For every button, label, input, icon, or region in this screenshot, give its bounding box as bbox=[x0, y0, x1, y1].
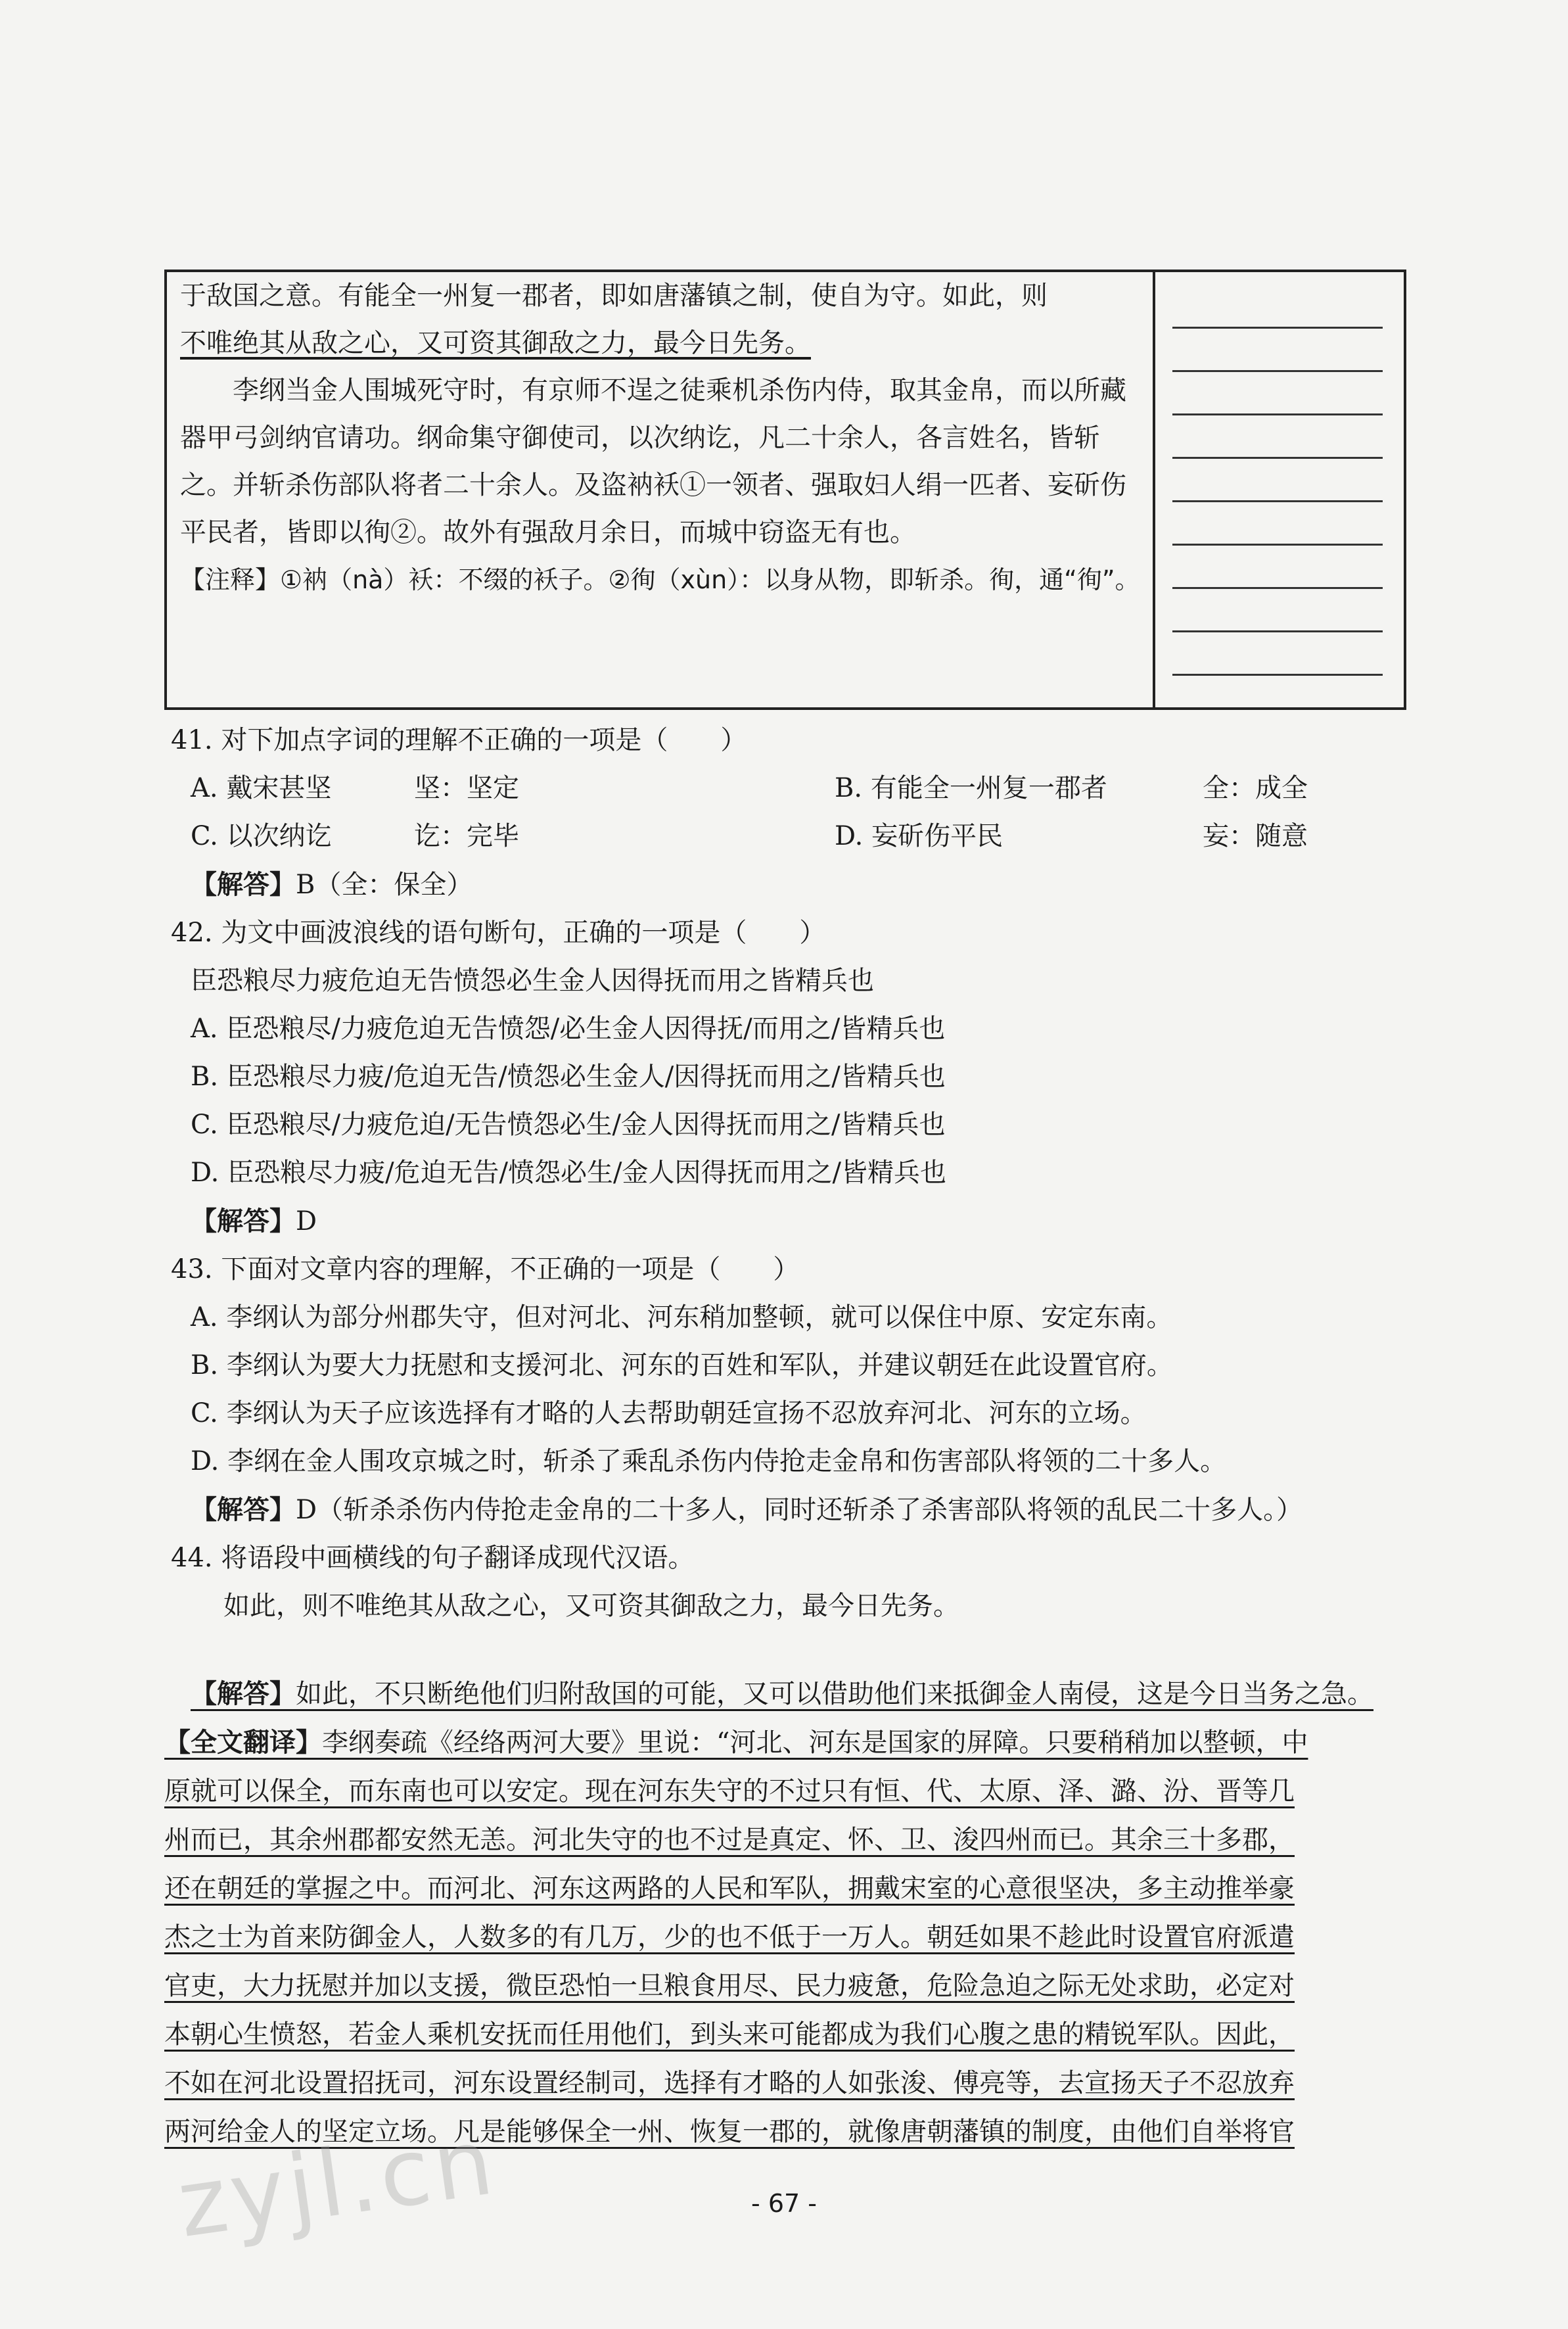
translation-line-3: 州而已，其余州郡都安然无恙。河北失守的也不过是真定、怀、卫、浚四州而已。其余三十多郡， bbox=[164, 1825, 1295, 1855]
q42-sentence: 臣恐粮尽力疲危迫无告愤怨必生金人因得抚而用之皆精兵也 bbox=[191, 966, 874, 996]
answer-tag: 【解答】 bbox=[191, 869, 296, 900]
q44-stem: 44. 将语段中画横线的句子翻译成现代汉语。 bbox=[171, 1543, 695, 1573]
q42-answer bbox=[164, 1197, 1413, 1246]
box-divider bbox=[1153, 272, 1155, 707]
passage-note: 【注释】①衲（nà）袄：不缀的袄子。②徇（xùn）：以身从物，即斩杀。徇，通“徇”。 bbox=[180, 565, 1140, 594]
passage-paragraph: 李纲当金人围城死守时，有京师不逞之徒乘机杀伤内侍，取其金帛，而以所藏器甲弓剑纳官请功。纲命集守御使司，以次纳讫，凡二十余人，各言姓名，皆斩之。并斩杀伤部队将者二十余人。及盗衲袄①一领者、强取妇人绢一匹者、妄斫伤平民者，皆即以徇②。故外有强敌月余日，而城中窃盗无有也。 bbox=[180, 375, 1126, 548]
q42-stem: 42. 为文中画波浪线的语句断句，正确的一项是（ ） bbox=[171, 918, 826, 948]
q42-answer-text: D bbox=[296, 1206, 317, 1236]
translation-line-1 bbox=[164, 1718, 1413, 1767]
translation-line-9: 两河给金人的坚定立场。凡是能够保全一州、恢复一郡的，就像唐朝藩镇的制度，由他们自举将官 bbox=[164, 2117, 1295, 2147]
q42-opt-b: B. 臣恐粮尽力疲/危迫无告/愤怨必生金人/因得抚而用之/皆精兵也 bbox=[191, 1062, 946, 1092]
page-number: - 67 - bbox=[751, 2189, 817, 2218]
q43-opt-a: A. 李纲认为部分州郡失守，但对河北、河东稍加整顿，就可以保住中原、安定东南。 bbox=[191, 1302, 1173, 1332]
translation-text-1: 李纲奏疏《经络两河大要》里说：“河北、河东是国家的屏障。只要稍稍加以整顿，中 bbox=[322, 1728, 1308, 1758]
passage-box bbox=[164, 270, 1406, 710]
questions bbox=[164, 717, 1413, 1630]
q43-opt-d: D. 李纲在金人围攻京城之时，斩杀了乘乱杀伤内侍抢走金帛和伤害部队将领的二十多人。 bbox=[191, 1446, 1227, 1476]
translation-section bbox=[164, 1670, 1413, 2156]
translation-line-5: 杰之士为首来防御金人，人数多的有几万，少的也不低于一万人。朝廷如果不趁此时设置官府派遣 bbox=[164, 1922, 1295, 1952]
answer-lines bbox=[1172, 285, 1383, 676]
passage-line-2: 不唯绝其从敌之心，又可资其御敌之力，最今日先务。 bbox=[180, 328, 811, 358]
q41-opt-c: C. 以次纳讫 bbox=[191, 821, 332, 851]
q41-options-row-2 bbox=[164, 812, 1413, 860]
translation-line-7: 本朝心生愤怒，若金人乘机安抚而任用他们，到头来可能都成为我们心腹之患的精锐军队。因此， bbox=[164, 2019, 1295, 2050]
q43-opt-b: B. 李纲认为要大力抚慰和支援河北、河东的百姓和军队，并建议朝廷在此设置官府。 bbox=[191, 1350, 1173, 1380]
q41-answer bbox=[164, 860, 1413, 909]
translation-tag: 【全文翻译】 bbox=[164, 1727, 322, 1758]
q44-answer bbox=[164, 1670, 1413, 1718]
translation-line-2: 原就可以保全，而东南也可以安定。现在河东失守的不过只有恒、代、太原、泽、潞、汾、晋等几 bbox=[164, 1776, 1295, 1806]
q42-opt-a: A. 臣恐粮尽/力疲危迫无告愤怨/必生金人因得抚/而用之/皆精兵也 bbox=[191, 1014, 946, 1044]
q41-opt-d: D. 妄斫伤平民 bbox=[835, 821, 1003, 851]
q41-options-row-1 bbox=[164, 765, 1413, 812]
q41-answer-text: B（全：保全） bbox=[296, 870, 473, 900]
q42-opt-c: C. 臣恐粮尽/力疲危迫/无告愤怨必生/金人因得抚而用之/皆精兵也 bbox=[191, 1110, 946, 1140]
q41-opt-d-gloss: 妄：随意 bbox=[1203, 821, 1308, 851]
answer-tag: 【解答】 bbox=[191, 1494, 296, 1525]
q41-opt-a: A. 戴宋甚坚 bbox=[191, 773, 332, 803]
q43-opt-c: C. 李纲认为天子应该选择有才略的人去帮助朝廷宣扬不忍放弃河北、河东的立场。 bbox=[191, 1398, 1147, 1428]
translation-line-4: 还在朝廷的掌握之中。而河北、河东这两路的人民和军队，拥戴宋室的心意很坚决，多主动推举豪 bbox=[164, 1873, 1295, 1904]
q42-opt-d: D. 臣恐粮尽力疲/危迫无告/愤怨必生/金人因得抚而用之/皆精兵也 bbox=[191, 1158, 946, 1188]
q41-opt-b-gloss: 全：成全 bbox=[1203, 773, 1308, 803]
q44-sentence: 如此，则不唯绝其从敌之心，又可资其御敌之力，最今日先务。 bbox=[223, 1591, 959, 1621]
answer-tag: 【解答】 bbox=[191, 1206, 296, 1236]
q41-opt-b: B. 有能全一州复一郡者 bbox=[835, 773, 1107, 803]
q43-stem: 43. 下面对文章内容的理解，不正确的一项是（ ） bbox=[171, 1254, 800, 1284]
q41-stem: 41. 对下加点字词的理解不正确的一项是（ ） bbox=[171, 725, 747, 755]
q41-opt-a-gloss: 坚：坚定 bbox=[414, 773, 519, 803]
q41-opt-c-gloss: 讫：完毕 bbox=[414, 821, 519, 851]
q43-answer-text: D（斩杀杀伤内侍抢走金帛的二十多人，同时还斩杀了杀害部队将领的乱民二十多人。） bbox=[296, 1495, 1303, 1525]
translation-line-8: 不如在河北设置招抚司，河东设置经制司，选择有才略的人如张浚、傅亮等，去宣扬天子不忍放弃 bbox=[164, 2068, 1295, 2098]
q43-answer bbox=[164, 1486, 1413, 1534]
watermark: zyjl.cn bbox=[172, 2107, 503, 2259]
passage-line-1: 于敌国之意。有能全一州复一郡者，即如唐藩镇之制，使自为守。如此，则 bbox=[180, 281, 1048, 311]
q44-answer-text: 如此，不只断绝他们归附敌国的可能，又可以借助他们来抵御金人南侵，这是今日当务之急。 bbox=[296, 1679, 1373, 1709]
answer-tag: 【解答】 bbox=[191, 1678, 296, 1709]
passage-text bbox=[180, 272, 1146, 603]
translation-line-6: 官吏，大力抚慰并加以支援，微臣恐怕一旦粮食用尽、民力疲惫，危险急迫之际无处求助，必定对 bbox=[164, 1971, 1295, 2001]
